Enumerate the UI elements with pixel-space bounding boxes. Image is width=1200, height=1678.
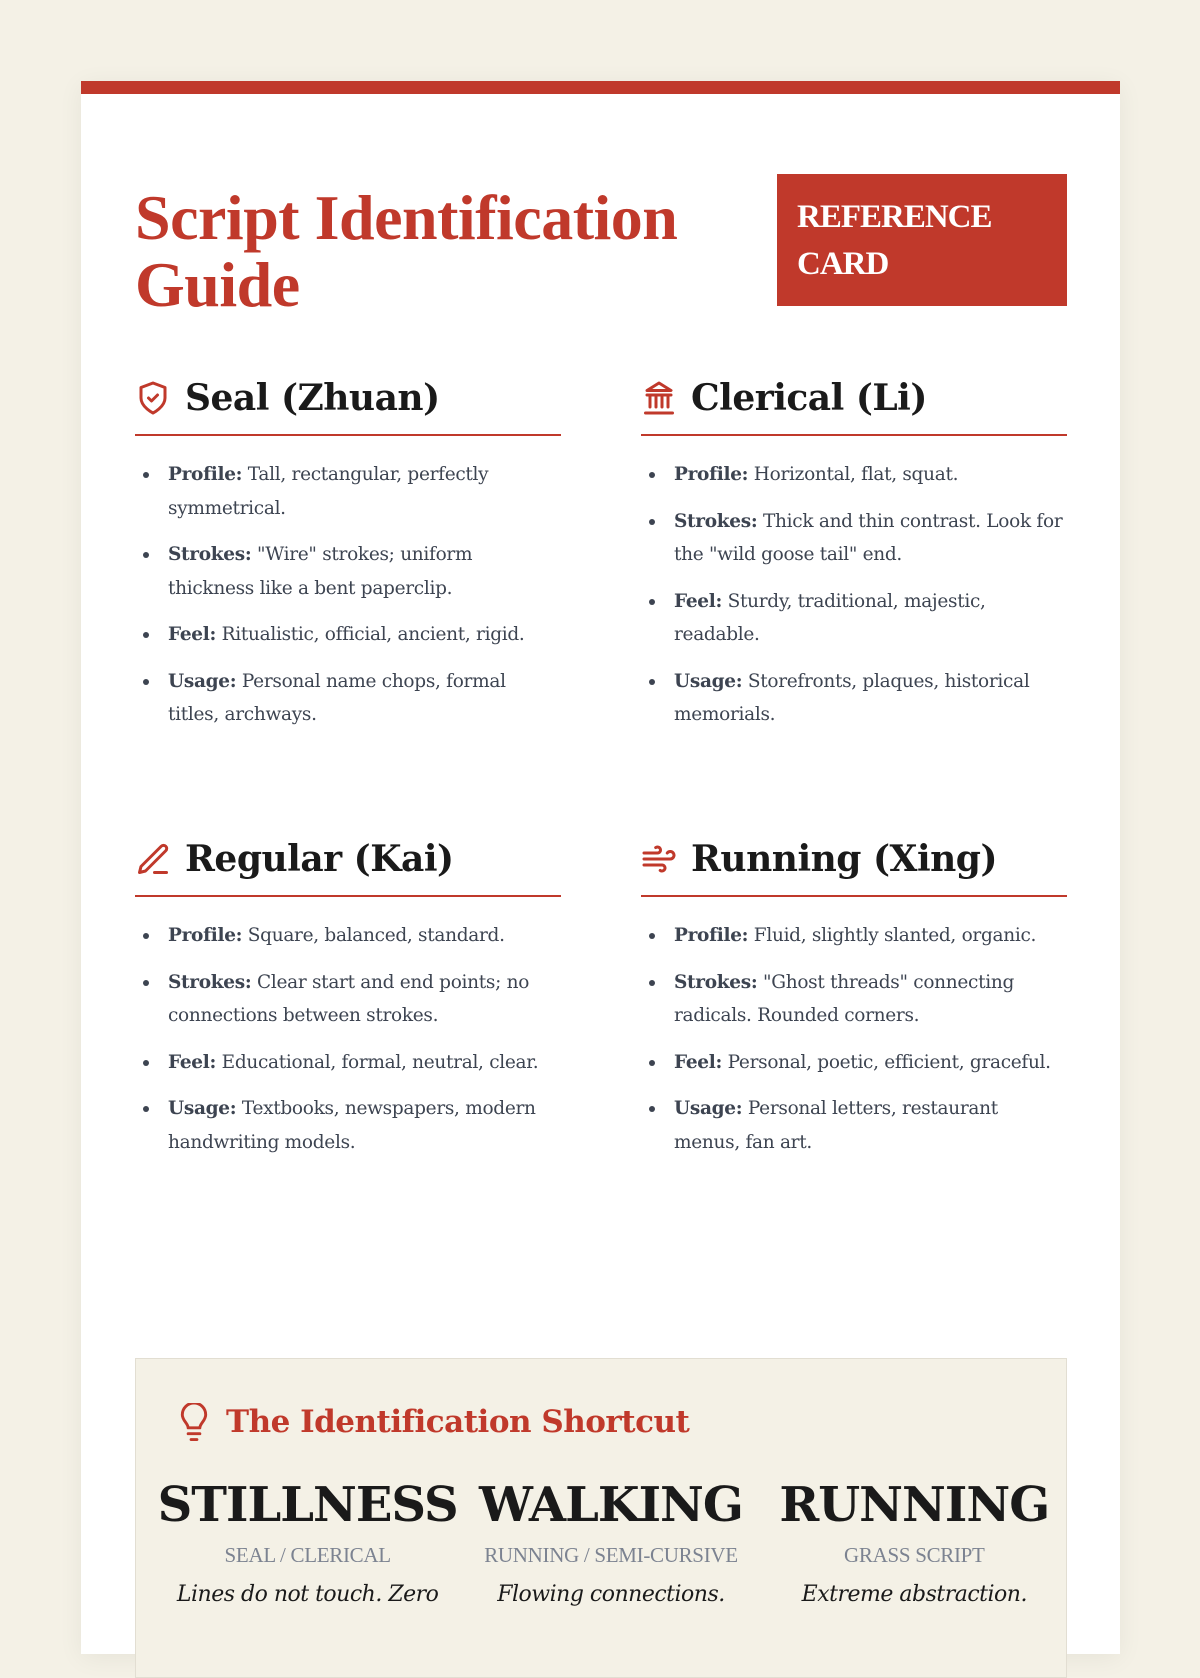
wind-icon — [641, 841, 677, 877]
section-regular — [135, 831, 561, 1172]
shortcut-column-stillness — [156, 1475, 459, 1607]
list-item: Usage: Personal letters, restaurant menus, fan art. — [674, 1092, 1067, 1159]
shortcut-scripts: RUNNING / SEMI-CURSIVE — [484, 1543, 738, 1567]
list-item: Feel: Ritualistic, official, ancient, rigid. — [168, 618, 561, 652]
shortcut-scripts: SEAL / CLERICAL — [224, 1543, 391, 1567]
section-running — [641, 831, 1067, 1172]
list-item: Strokes: "Ghost threads" connecting radicals. Rounded corners. — [674, 966, 1067, 1033]
list-item: Profile: Square, balanced, standard. — [168, 919, 561, 953]
shortcut-column-walking — [459, 1475, 762, 1607]
section-title: Seal (Zhuan) — [185, 377, 440, 419]
section-clerical — [641, 370, 1067, 745]
page-title: Script Identification Guide — [135, 182, 678, 320]
reference-card — [81, 81, 1120, 1654]
list-item: Profile: Horizontal, flat, squat. — [674, 458, 1067, 492]
reference-card-badge: REFERENCE CARD — [777, 174, 1067, 306]
list-item: Strokes: "Wire" strokes; uniform thickness like a bent paperclip. — [168, 538, 561, 605]
list-item: Strokes: Clear start and end points; no connections between strokes. — [168, 966, 561, 1033]
section-seal — [135, 370, 561, 745]
shortcut-keyword: STILLNESS — [157, 1477, 458, 1533]
list-item: Usage: Personal name chops, formal titles, archways. — [168, 665, 561, 732]
lightbulb-icon — [180, 1403, 208, 1441]
section-title: Running (Xing) — [691, 838, 998, 880]
list-item: Usage: Textbooks, newspapers, modern handwriting models. — [168, 1092, 561, 1159]
shortcut-title: The Identification Shortcut — [226, 1404, 690, 1440]
section-title: Clerical (Li) — [691, 377, 927, 419]
shortcut-keyword: WALKING — [479, 1477, 743, 1533]
list-item: Usage: Storefronts, plaques, historical memorials. — [674, 665, 1067, 732]
shortcut-description: Lines do not touch. Zero — [176, 1582, 439, 1607]
shortcut-scripts: GRASS SCRIPT — [844, 1543, 985, 1567]
identification-shortcut-panel — [135, 1358, 1067, 1678]
shield-check-icon — [135, 380, 171, 416]
shortcut-description: Extreme abstraction. — [801, 1582, 1027, 1607]
pen-line-icon — [135, 841, 171, 877]
shortcut-keyword: RUNNING — [779, 1477, 1050, 1533]
section-title: Regular (Kai) — [185, 838, 454, 880]
list-item: Profile: Fluid, slightly slanted, organic. — [674, 919, 1067, 953]
list-item: Feel: Sturdy, traditional, majestic, readable. — [674, 585, 1067, 652]
list-item: Feel: Personal, poetic, efficient, graceful. — [674, 1046, 1067, 1080]
shortcut-column-running — [763, 1475, 1066, 1607]
list-item: Profile: Tall, rectangular, perfectly symmetrical. — [168, 458, 561, 525]
list-item: Feel: Educational, formal, neutral, clear. — [168, 1046, 561, 1080]
landmark-icon — [641, 380, 677, 416]
list-item: Strokes: Thick and thin contrast. Look for the "wild goose tail" end. — [674, 505, 1067, 572]
shortcut-description: Flowing connections. — [497, 1582, 725, 1607]
